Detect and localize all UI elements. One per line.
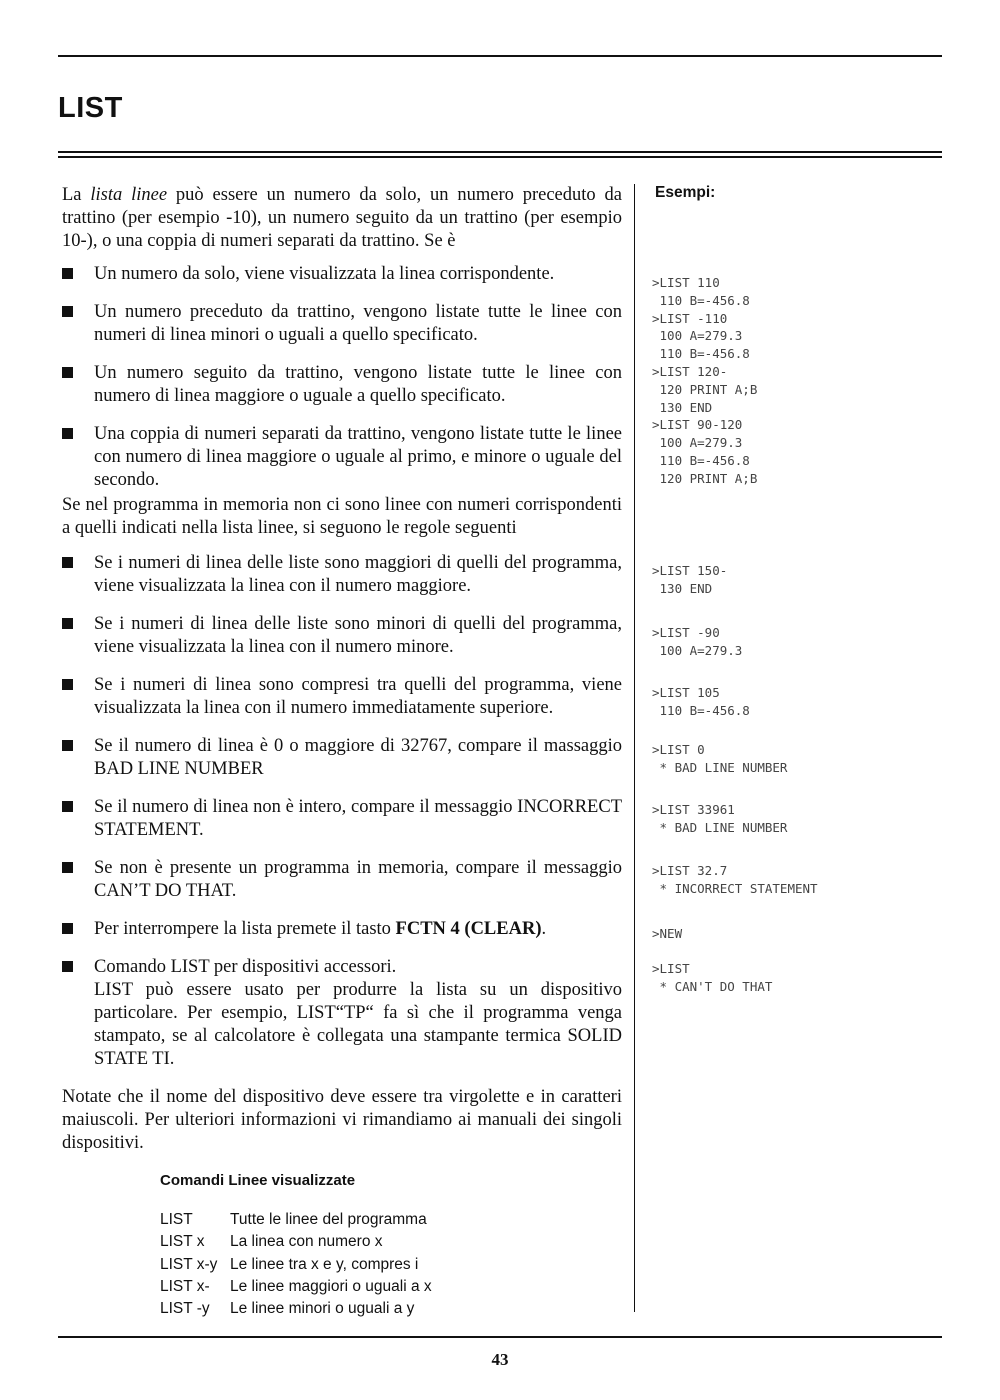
bullet-square-icon (62, 961, 73, 972)
list-item-text: Se i numeri di linea delle liste sono minori di quelli del programma, viene visualizzata la linea con il numero minore. (94, 614, 622, 657)
bullet-list-a (62, 263, 622, 492)
list-item (62, 613, 622, 659)
examples-title: Esempi: (655, 184, 716, 201)
intro-text-end: può essere un numero da solo, un numero preceduto da trattino (per esempio -10), un numero seguito da un trattino (per esempio 10-), o una coppia di numeri separati da trattino. Se è (62, 185, 622, 251)
list-item-text: Un numero preceduto da trattino, vengono listate tutte le linee con numeri di linea minori o uguali a quello specificato. (94, 302, 622, 345)
intro-paragraph (62, 184, 622, 253)
list-item (62, 857, 622, 903)
bullet-square-icon (62, 862, 73, 873)
command-cell: LIST x (160, 1233, 205, 1251)
table-row (160, 1209, 432, 1231)
command-cell: LIST x-y (160, 1255, 218, 1273)
example-block: >LIST 105 110 B=-456.8 (652, 685, 750, 718)
top-rule (58, 55, 942, 57)
example-block: >LIST 33961 * BAD LINE NUMBER (652, 802, 788, 835)
intro-text-start: La (62, 185, 91, 205)
list-item-text: Un numero da solo, viene visualizzata la linea corrispondente. (94, 264, 555, 284)
list-item-text: Se i numeri di linea delle liste sono maggiori di quelli del programma, viene visualizzata la linea con il numero maggiore. (94, 553, 622, 596)
main-column (62, 184, 622, 1155)
page-number: 43 (491, 1350, 509, 1369)
example-block: >LIST 110 110 B=-456.8 >LIST -110 100 A=279.3 110 B=-456.8 >LIST 120- 120 PRINT A;B 130 END >LIST 90-120 100 A=279.3 110 B=-456.8 120 PRINT A;B (652, 275, 758, 486)
command-cell: LIST (160, 1211, 193, 1228)
description-cell: Tutte le linee del programma (230, 1211, 427, 1228)
list-item-text: Una coppia di numeri separati da trattino, vengono listate tutte le linee con numero di linea maggiore o uguale al primo, e minore o uguale del secondo. (94, 424, 622, 490)
bullet-square-icon (62, 306, 73, 317)
bullet-square-icon (62, 268, 73, 279)
list-item (62, 918, 622, 941)
list-item-text: Se i numeri di linea sono compresi tra quelli del programma, viene visualizzata la linea con il numero immediatamente superiore. (94, 675, 622, 718)
command-cell: LIST -y (160, 1300, 210, 1318)
bullet-square-icon (62, 428, 73, 439)
list-item (62, 674, 622, 720)
bottom-rule (58, 1336, 942, 1338)
bullet-list-b (62, 552, 622, 1071)
list-item (62, 362, 622, 408)
example-block: >NEW (652, 926, 683, 941)
bullet-square-icon (62, 679, 73, 690)
table-row (160, 1254, 432, 1276)
list-item-text: Se il numero di linea non è intero, compare il messaggio INCORRECT STATEMENT. (94, 797, 622, 840)
list-item (62, 735, 622, 781)
bullet-square-icon (62, 740, 73, 751)
list-item (62, 301, 622, 347)
list-item-text-continued: LIST può essere usato per produrre la lista su un dispositivo particolare. Per esempio, LIST“TP“ fa sì che il programma venga stampato, se al calcolatore è collegata una stampante termica SOLID STATE TI. (94, 980, 622, 1069)
list-item (62, 552, 622, 598)
bullet-square-icon (62, 618, 73, 629)
example-block: >LIST 150- 130 END (652, 563, 728, 596)
commands-table (160, 1172, 432, 1320)
list-item-text-end: . (541, 919, 547, 939)
intro-emphasis: lista linee (90, 185, 168, 205)
title-rule-upper (58, 151, 942, 153)
table-row (160, 1276, 432, 1298)
list-item (62, 956, 622, 1071)
page-title: LIST (58, 92, 123, 124)
description-cell: Le linee tra x e y, compres i (230, 1255, 419, 1273)
bullet-square-icon (62, 801, 73, 812)
table-row (160, 1298, 432, 1320)
description-cell: Le linee minori o uguali a y (230, 1300, 415, 1318)
example-block: >LIST -90 100 A=279.3 (652, 625, 743, 658)
closing-paragraph: Notate che il nome del dispositivo deve essere tra virgolette e in caratteri maiuscoli. Per ulteriori informazioni vi rimandiamo ai manuali dei singoli dispositivi. (62, 1087, 622, 1153)
bullet-square-icon (62, 557, 73, 568)
table-row (160, 1231, 432, 1253)
list-item (62, 796, 622, 842)
key-name: FCTN 4 (CLEAR) (395, 919, 542, 939)
middle-paragraph: Se nel programma in memoria non ci sono linee con numeri corrispondenti a quelli indicati nella lista linee, si seguono le regole seguenti (62, 495, 622, 538)
list-item (62, 423, 622, 492)
column-divider (634, 184, 635, 1312)
list-item-text: Se non è presente un programma in memoria, compare il messaggio CAN’T DO THAT. (94, 858, 622, 901)
example-block: >LIST * CAN'T DO THAT (652, 961, 773, 994)
list-item-text: Un numero seguito da trattino, vengono listate tutte le linee con numero di linea maggiore o uguale a quello specificato. (94, 363, 622, 406)
example-block: >LIST 0 * BAD LINE NUMBER (652, 742, 788, 775)
list-item (62, 263, 622, 286)
commands-table-header: Comandi Linee visualizzate (160, 1172, 356, 1189)
command-cell: LIST x- (160, 1277, 210, 1295)
description-cell: Le linee maggiori o uguali a x (230, 1277, 432, 1295)
bullet-square-icon (62, 367, 73, 378)
description-cell: La linea con numero x (230, 1233, 383, 1251)
list-item-text: Per interrompere la lista premete il tasto (94, 919, 396, 939)
example-block: >LIST 32.7 * INCORRECT STATEMENT (652, 863, 818, 896)
title-rule-lower (58, 156, 942, 158)
bullet-square-icon (62, 923, 73, 934)
list-item-text: Se il numero di linea è 0 o maggiore di 32767, compare il massaggio BAD LINE NUMBER (94, 736, 622, 779)
list-item-text: Comando LIST per dispositivi accessori. (94, 957, 397, 977)
